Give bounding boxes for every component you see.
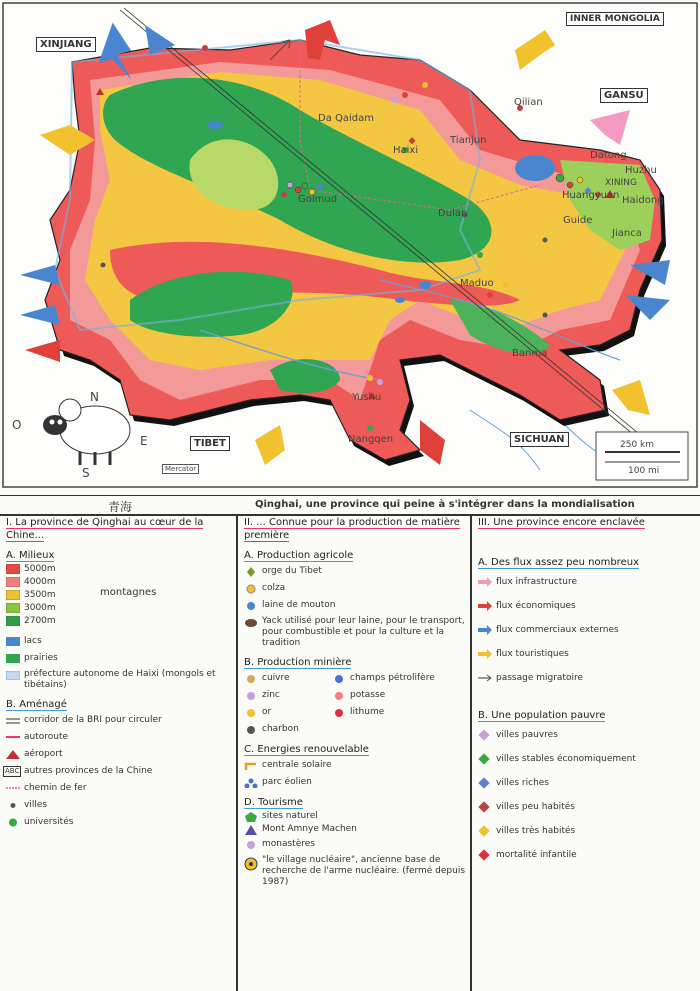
diamond-icon (478, 801, 490, 813)
ville-row (472, 819, 700, 843)
col1-heading-text: I. La province de Qinghai au cœur de la Chine... (6, 517, 204, 541)
altitude-label: 2700m (24, 616, 56, 626)
city-qilian: Qilian (514, 97, 543, 108)
city-da-qaidam: Da Qaidam (318, 113, 375, 124)
compass-n: N (90, 390, 99, 404)
city-nangqen: Nangqen (348, 434, 394, 445)
flux-label: flux touristiques (496, 649, 569, 659)
legend-zinc-text: zinc (262, 690, 280, 700)
altitude-legend (0, 563, 236, 633)
city-golmud: Golmud (298, 194, 338, 205)
col1-amenage-text: B. Aménagé (6, 699, 67, 710)
diamond-icon (478, 753, 490, 765)
col3-heading (472, 514, 700, 531)
legend-corridor-text: corridor de la BRI pour circuler (24, 715, 162, 725)
legend-potasse-text: potasse (350, 690, 386, 700)
compass-o: O (12, 418, 22, 432)
altitude-label: 3500m (24, 590, 56, 600)
lake-small-3 (395, 297, 405, 303)
flux-arrow-icon (478, 625, 492, 635)
col3-flux-title (478, 557, 700, 568)
ville-rows (472, 723, 700, 867)
legend-monasteres-text: monastères (262, 839, 315, 849)
legend-autoroute (0, 729, 236, 746)
col2-tourisme-title (244, 797, 470, 808)
legend-sites-text: sites naturel (262, 811, 318, 821)
city-banma: Banma (512, 348, 548, 359)
legend-mont-text: Mont Amnye Machen (262, 824, 357, 834)
legend-colza (238, 580, 470, 597)
legend-zinc-row (238, 687, 470, 704)
scale-km-label: 250 km (620, 440, 655, 450)
ville-label: villes peu habités (496, 802, 575, 812)
flux-label: passage migratoire (496, 673, 584, 683)
city-maduo: Maduo (460, 278, 494, 289)
flux-arrow-icon (478, 577, 492, 587)
col2-miniere-text: B. Production minière (244, 657, 352, 668)
city-xining: XINING (605, 178, 637, 188)
col2-heading (238, 514, 470, 544)
col1-heading (0, 514, 236, 544)
legend-lacs-text: lacs (24, 636, 42, 646)
map-canvas (0, 0, 700, 490)
diamond-icon (478, 825, 490, 837)
flux-row (472, 570, 700, 594)
legend-laine (238, 597, 470, 614)
altitude-row (0, 615, 236, 628)
ville-label: villes pauvres (496, 730, 558, 740)
legend-cuivre-text: cuivre (262, 673, 290, 683)
projection-label: Mercator (162, 464, 199, 474)
ville-label: villes stables économiquement (496, 754, 636, 764)
legend-or-row (238, 704, 470, 721)
legend-chemin-de-fer (0, 780, 236, 797)
legend-nucleaire (238, 853, 470, 890)
ville-label: mortalité infantile (496, 850, 577, 860)
legend-col-1 (0, 514, 236, 991)
compass-e: E (140, 434, 148, 448)
compass-s: S (82, 466, 90, 480)
legend-autoroute-text: autoroute (24, 732, 69, 742)
ville-label: villes très habités (496, 826, 576, 836)
flux-label: flux infrastructure (496, 577, 577, 587)
legend-charbon (238, 721, 470, 738)
legend-universites-text: universités (24, 817, 74, 827)
legend-autres-provinces (0, 763, 236, 780)
altitude-label: 3000m (24, 603, 56, 613)
flux-row (472, 666, 700, 690)
col3-pop-text: B. Une population pauvre (478, 710, 606, 721)
ville-row (472, 723, 700, 747)
legend-orge (238, 563, 470, 580)
altitude-swatch (6, 590, 20, 600)
diamond-icon (478, 777, 490, 789)
city-dulan: Dulan (438, 208, 468, 219)
legend-laine-text: laine de mouton (262, 600, 336, 610)
legend-yack (238, 614, 470, 651)
legend-prefecture-text: préfecture autonome de Haixi (mongols et tibétains) (24, 669, 216, 690)
legend-sites (238, 810, 470, 823)
legend-lacs (0, 633, 236, 650)
col2-heading-text: II. ... Connue pour la production de matière première (244, 517, 460, 541)
scale-mi-label: 100 mi (628, 466, 660, 476)
label-tibet: TIBET (190, 436, 230, 451)
legend-or-text: or (262, 707, 272, 717)
title-french: Qinghai, une province qui peine à s'intégrer dans la mondialisation (255, 499, 635, 510)
diamond-icon (478, 729, 490, 741)
legend-prairies-text: prairies (24, 653, 58, 663)
city-guide: Guide (563, 215, 593, 226)
legend-mont (238, 823, 470, 836)
legend-villes-text: villes (24, 800, 48, 810)
legend-yack-text: Yack utilisé pour leur laine, pour le transport, pour combustible et pour la culture et la tradition (262, 616, 465, 648)
lake-qinghai (515, 155, 555, 181)
flux-arrow-icon (478, 649, 492, 659)
legend-villes (0, 797, 236, 814)
col3-heading-text: III. Une province encore enclavée (478, 517, 645, 528)
diamond-icon (478, 849, 490, 861)
flux-arrow-icon (478, 673, 492, 683)
col2-tourisme-text: D. Tourisme (244, 797, 303, 808)
legend-charbon-text: charbon (262, 724, 299, 734)
legend-orge-text: orge du Tibet (262, 566, 322, 576)
altitude-label: 4000m (24, 577, 56, 587)
col2-agricole-text: A. Production agricole (244, 550, 354, 561)
altitude-swatch (6, 564, 20, 574)
city-tianjun: Tianjun (450, 135, 487, 146)
col1-amenage-title (6, 699, 236, 710)
city-huangyuan: Huangyuan (562, 190, 620, 201)
city-huzhu: Huzhu (625, 165, 657, 176)
legend-monasteres (238, 836, 470, 853)
ville-row (472, 795, 700, 819)
legend-champs-text: champs pétrolifère (350, 673, 435, 683)
map-area (0, 0, 700, 490)
flux-arrow-icon (478, 601, 492, 611)
flux-label: flux économiques (496, 601, 576, 611)
col2-energies-title (244, 744, 470, 755)
label-inner-mongolia: INNER MONGOLIA (566, 12, 664, 26)
legend-colza-text: colza (262, 583, 286, 593)
city-haidong: Haidong (622, 195, 664, 206)
flux-label: flux commerciaux externes (496, 625, 619, 635)
ville-label: villes riches (496, 778, 549, 788)
legend-prairies (0, 650, 236, 667)
city-haixi: Haixi (393, 145, 419, 156)
legend-aeroport-text: aéroport (24, 749, 63, 759)
altitude-swatch (6, 577, 20, 587)
ville-row (472, 843, 700, 867)
label-sichuan: SICHUAN (510, 432, 569, 447)
abc-box: ABC (5, 767, 20, 775)
legend-col-2 (238, 514, 470, 991)
ville-row (472, 771, 700, 795)
col3-flux-text: A. Des flux assez peu nombreux (478, 557, 639, 568)
label-gansu: GANSU (600, 88, 648, 103)
city-jianca: Jianca (612, 228, 642, 239)
col2-energies-text: C. Energies renouvelable (244, 744, 369, 755)
legend-aeroport (0, 746, 236, 763)
legend-autres-text: autres provinces de la Chine (24, 766, 153, 776)
legend-eolien-text: parc éolien (262, 777, 312, 787)
lake-small-1 (207, 121, 223, 129)
altitude-label: 5000m (24, 564, 56, 574)
legend-chemin-text: chemin de fer (24, 783, 87, 793)
legend-eolien (238, 774, 470, 791)
flux-row (472, 642, 700, 666)
label-xinjiang: XINJIANG (36, 37, 96, 52)
altitude-swatch (6, 603, 20, 613)
legend-prefecture (0, 667, 236, 693)
legend-universites (0, 814, 236, 831)
flux-row (472, 618, 700, 642)
flux-rows (472, 570, 700, 690)
legend-nucleaire-text: "le village nucléaire", ancienne base de recherche de l'arme nucléaire. (fermé depuis 1987) (262, 855, 466, 887)
legend-corridor (0, 712, 236, 729)
flux-row (472, 594, 700, 618)
city-datong: Datong (590, 150, 627, 161)
altitude-row (0, 563, 236, 576)
altitude-row (0, 602, 236, 615)
ville-row (472, 747, 700, 771)
col1-milieux-title (6, 550, 236, 561)
col3-pop-title (478, 710, 700, 721)
col2-miniere-title (244, 657, 470, 668)
legend-solaire-text: centrale solaire (262, 760, 332, 770)
lake-small-2 (419, 281, 431, 289)
title-chinese: 青海 (108, 500, 133, 514)
legend-cuivre-row (238, 670, 470, 687)
legend-lithium-text: lithume (350, 707, 385, 717)
altitude-swatch (6, 616, 20, 626)
legend-col-3 (472, 514, 700, 991)
city-yushu: Yushu (352, 392, 382, 403)
legend-solaire (238, 757, 470, 774)
montagnes-label: montagnes (100, 587, 157, 598)
col2-agricole-title (244, 550, 470, 561)
legend-panel (0, 495, 700, 991)
col1-milieux-text: A. Milieux (6, 550, 55, 561)
